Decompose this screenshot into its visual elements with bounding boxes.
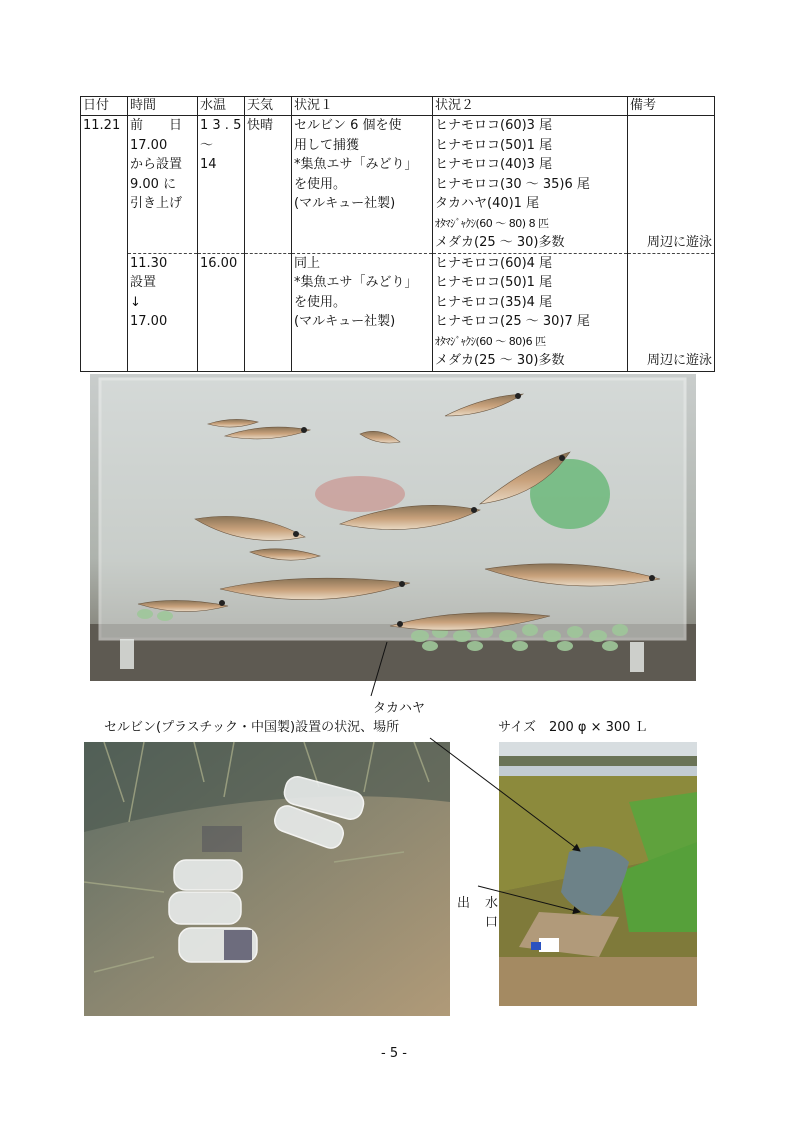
status2-line: タカハヤ(40)1 尾 [435, 196, 540, 211]
header-water-temp: 水温 [198, 97, 245, 116]
temp-line: ～ [200, 137, 214, 153]
time-line: 9.00 に [130, 176, 177, 192]
status1-line: を使用。 [294, 294, 347, 310]
status2-line: ヒナモロコ(25 ～ 30)7 尾 [435, 314, 590, 329]
time-line: 設置 [130, 275, 157, 290]
status2-line: ヒナモロコ(60)4 尾 [435, 255, 553, 271]
status2-line: ヒナモロコ(40)3 尾 [435, 157, 553, 172]
header-status-1: 状況１ [292, 97, 433, 116]
trap-caption: セルビン(プラスチック・中国製)設置の状況、場所 [104, 720, 400, 735]
status2-line: ヒナモロコ(30 ～ 35)6 尾 [435, 176, 590, 192]
cell-weather: 快晴 [245, 116, 292, 254]
status1-line: (マルキュー社製) [294, 196, 396, 211]
status1-line: 用して捕獲 [294, 137, 360, 153]
time-line: 17.00 [130, 137, 168, 153]
temp-line: 16.00 [200, 255, 238, 271]
header-time: 時間 [128, 97, 198, 116]
time-line: 前 日 [130, 118, 183, 133]
notes-text: 周辺に遊泳 [646, 235, 712, 250]
temp-line: 1 3 . 5 [200, 118, 242, 133]
status2-line: ヒナモロコ(60)3 尾 [435, 118, 553, 133]
time-line: から設置 [130, 157, 183, 172]
status1-line: *集魚エサ「みどり」 [294, 157, 418, 172]
header-date: 日付 [81, 97, 128, 116]
time-line: 引き上げ [130, 196, 183, 211]
status2-line: ｵﾀﾏｼﾞｬｸｼ(60 ～ 80)6 匹 [435, 334, 546, 348]
header-status-2: 状況２ [433, 97, 628, 116]
temp-line: 14 [200, 157, 217, 172]
status1-line: (マルキュー社製) [294, 314, 396, 329]
status1-line: *集魚エサ「みどり」 [294, 275, 418, 290]
time-line: 17.00 [130, 314, 168, 329]
status2-line: ｵﾀﾏｼﾞｬｸｼ(60 ～ 80) 8 匹 [435, 216, 549, 230]
outlet-label-2: 水 [485, 896, 499, 911]
outlet-label-3: 口 [485, 915, 499, 930]
status2-line: ヒナモロコ(50)1 尾 [435, 137, 553, 153]
status1-line: 同上 [294, 255, 321, 271]
page-number: - 5 - [381, 1046, 407, 1061]
takahaya-label: タカハヤ [373, 701, 426, 716]
notes-text: 周辺に遊泳 [646, 353, 712, 368]
status1-line: セルビン 6 個を使 [294, 118, 402, 133]
location-pointer-arrow [430, 738, 580, 851]
status2-line: ヒナモロコ(50)1 尾 [435, 275, 553, 290]
time-line: ↓ [130, 294, 141, 310]
time-line: 11.30 [130, 255, 168, 271]
status2-line: メダカ(25 ～ 30)多数 [435, 353, 565, 368]
trap-size-label: サイズ 200 φ × 300 Ｌ [498, 720, 648, 735]
cell-date: 11.21 [81, 116, 128, 254]
status2-line: メダカ(25 ～ 30)多数 [435, 235, 565, 250]
status2-line: ヒナモロコ(35)4 尾 [435, 294, 553, 310]
status1-line: を使用。 [294, 176, 347, 192]
header-weather: 天気 [245, 97, 292, 116]
header-notes: 備考 [628, 97, 715, 116]
outlet-label-1: 出 [457, 896, 471, 911]
